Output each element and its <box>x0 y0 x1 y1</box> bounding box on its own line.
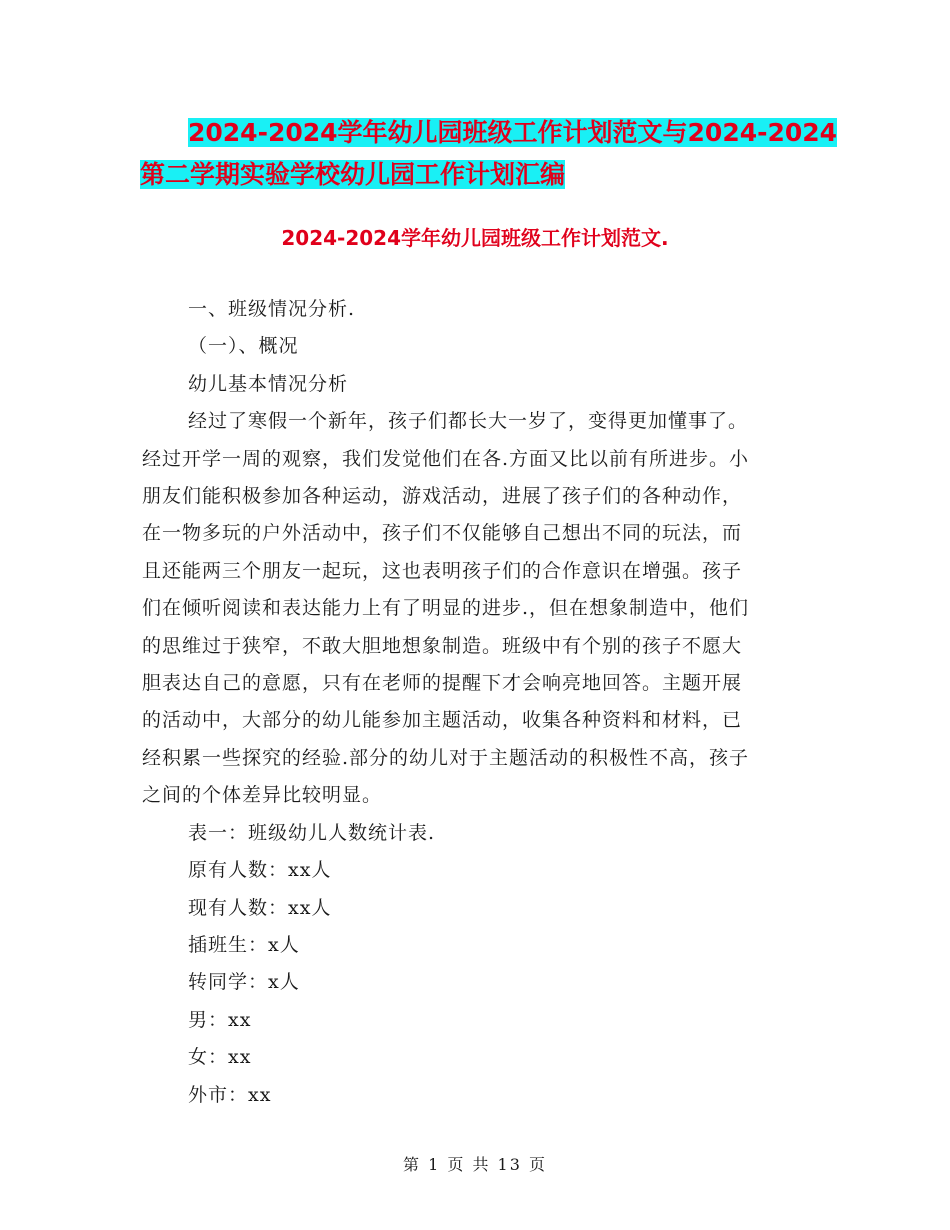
page-footer: 第 1 页 共 13 页 <box>403 1155 547 1174</box>
paragraph-line: 胆表达自己的意愿，只有在老师的提醒下才会响亮地回答。主题开展 <box>142 672 743 695</box>
paragraph-line: 的思维过于狭窄，不敢大胆地想象制造。班级中有个别的孩子不愿大 <box>142 634 743 657</box>
paragraph-line: 经过了寒假一个新年，孩子们都长大一岁了，变得更加懂事了。 <box>188 410 749 433</box>
paragraph-line: 的活动中，大部分的幼儿能参加主题活动，收集各种资料和材料，已 <box>142 709 743 732</box>
heading-overview: （一）、概况 <box>188 335 299 358</box>
paragraph-line: 且还能两三个朋友一起玩，这也表明孩子们的合作意识在增强。孩子 <box>142 559 743 582</box>
stat-girls: 女：xx <box>188 1046 252 1069</box>
stat-original-count: 原有人数：xx人 <box>188 859 332 882</box>
heading-child-analysis: 幼儿基本情况分析 <box>188 372 349 395</box>
document-title <box>140 112 838 196</box>
section-title: 2024-2024学年幼儿园班级工作计划范文. <box>281 226 669 250</box>
paragraph-line: 经积累一些探究的经验.部分的幼儿对于主题活动的积极性不高，孩子 <box>142 746 750 769</box>
heading-class-analysis: 一、班级情况分析. <box>188 298 356 320</box>
title-highlight-1: 2024-2024学年幼儿园班级工作计划范文与2024-2024 <box>188 118 838 147</box>
document-body <box>142 291 810 1114</box>
paragraph-line: 经过开学一周的观察，我们发觉他们在各.方面又比以前有所进步。小 <box>142 447 750 470</box>
document-title-line-2 <box>140 154 820 196</box>
title-highlight-2: 第二学期实验学校幼儿园工作计划汇编 <box>140 160 566 189</box>
stat-out-of-city: 外市：xx <box>188 1083 272 1106</box>
document-title-line-1 <box>140 112 838 154</box>
paragraph-line: 朋友们能积极参加各种运动，游戏活动，进展了孩子们的各种动作， <box>142 485 743 508</box>
stat-current-count: 现有人数：xx人 <box>188 896 332 919</box>
table-title: 表一：班级幼儿人数统计表. <box>188 821 436 844</box>
paragraph-line: 们在倾听阅读和表达能力上有了明显的进步.，但在想象制造中，他们 <box>142 597 750 620</box>
stat-boys: 男：xx <box>188 1008 252 1031</box>
stat-transfer-out: 转同学：x人 <box>188 971 300 994</box>
paragraph-line: 在一物多玩的户外活动中，孩子们不仅能够自己想出不同的玩法，而 <box>142 522 743 545</box>
paragraph-line: 之间的个体差异比较明显。 <box>142 784 383 807</box>
analysis-paragraph <box>142 403 810 814</box>
stat-transfer-in: 插班生：x人 <box>188 933 300 956</box>
